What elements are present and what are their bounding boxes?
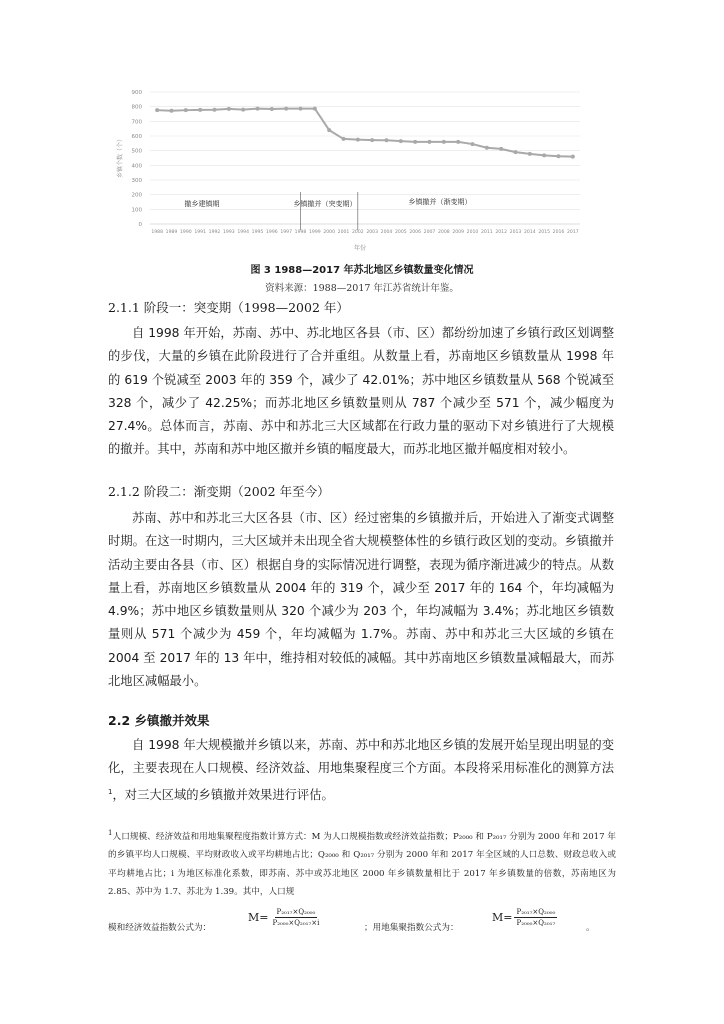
section-2-1-2-heading: 2.1.2 阶段二：渐变期（2002 年至今） — [108, 484, 330, 499]
section-2-1-2-paragraph: 苏南、苏中和苏北三大区各县（市、区）经过密集的乡镇撤并后，开始进入了渐变式调整时期。在这一时期内，三大区域并未出现全省大规模整体性的乡镇行政区划的变动。乡镇撤并活动主要由各县（市、区）根据自身的实际情况进行调整，表现为循序渐进减少的特点。从数量上看，苏南地区乡镇数量从 2004 年的 319 个，减少至 2017 年的 164 个，年均减幅为 4.9%；苏中地区乡镇数量则从 320 个减少为 203 个，年均减幅为 3.4%；苏北地区乡镇数量则从 571 个减少为 459 个，年均减幅为 1.7%。苏南、苏中和苏北三大区域的乡镇在 2004 至 2017 年的 13 年中，维持相对较低的减幅。其中苏南地区乡镇数量减幅最大，而苏北地区减幅最小。 — [108, 511, 614, 689]
footnote-text: 人口规模、经济效益和用地集聚程度指数计算方式：M 为人口规模指数或经济效益指数；P₂₀₀₀ 和 P₂₀₁₇ 分别为 2000 年和 2017 年的乡镇平均人口规模、平均财政收入或平均耕地占比；Q₂₀₀₀ 和 Q₂₀₁₇ 分别为 2000 年和 2017 年全区域的人口总数、财政总收入或平均耕地占比；i 为地区标准化系数，即苏南、苏中或苏北地区 2000 年乡镇数量相比于 2017 年乡镇数量的倍数，苏南地区为 2.85、苏中为 1.7、苏北为 1.39。其中，人口规 — [108, 831, 616, 898]
y-tick-label: 100 — [131, 207, 142, 214]
x-tick-label: 1996 — [265, 230, 278, 235]
x-tick-label: 1989 — [165, 230, 178, 235]
x-tick-label: 2017 — [566, 230, 579, 235]
data-point — [299, 107, 303, 111]
formula-1-numerator: P₂₀₁₇×Q₂₀₀₀ — [276, 908, 316, 916]
data-point — [256, 107, 260, 111]
x-tick-label: 1998 — [294, 230, 307, 235]
x-tick-label: 2001 — [337, 230, 350, 235]
footnote — [108, 824, 616, 902]
data-point — [385, 138, 389, 142]
data-point — [485, 146, 489, 150]
data-point — [442, 140, 446, 144]
footnote-mark: 1 — [108, 829, 113, 837]
section-2-2-text-a: 自 1998 年大规模撤并乡镇以来，苏南、苏中和苏北地区乡镇的发展开始呈现出明显的变化，主要表现在人口规模、经济效益、用地集聚程度三个方面。本段将采用标准化的测算方法 — [108, 738, 614, 776]
figure-title: 图 3 1988—2017 年苏北地区乡镇数量变化情况 — [250, 265, 474, 276]
x-tick-label: 2009 — [452, 230, 465, 235]
data-point — [413, 140, 417, 144]
x-tick-label: 2015 — [538, 230, 551, 235]
y-tick-label: 800 — [131, 104, 142, 111]
x-tick-label: 2012 — [495, 230, 508, 235]
data-point — [327, 128, 331, 132]
x-tick-label: 1999 — [308, 230, 321, 235]
x-tick-label: 1995 — [251, 230, 264, 235]
section-2-1-1-paragraph: 自 1998 年开始，苏南、苏中、苏北地区各县（市、区）都纷纷加速了乡镇行政区划调整的步伐，大量的乡镇在此阶段进行了合并重组。从数量上看，苏南地区乡镇数量从 1998 年的 619 个锐减至 2003 年的 359 个，减少了 42.01%；苏中地区乡镇数量从 568 个锐减至 328 个，减少了 42.25%；而苏北地区乡镇数量则从 787 个减少至 571 个，减少幅度为 27.4%。总体而言，苏南、苏中和苏北三大区域都在行政力量的驱动下对乡镇进行了大规模的撤并。其中，苏南和苏中地区撤并乡镇的幅度最大，而苏北地区撤并幅度相对较小。 — [108, 326, 614, 457]
section-2-2-heading: 2.2 乡镇撤并效果 — [108, 713, 210, 728]
chart-y-ticks — [132, 90, 143, 228]
x-tick-label: 2006 — [409, 230, 422, 235]
data-point — [342, 137, 346, 141]
x-tick-label: 1993 — [222, 230, 235, 235]
figure-source: 资料来源：1988—2017 年江苏省统计年鉴。 — [265, 283, 459, 294]
chart-annotation-3: 乡镇撤并（渐变期） — [408, 198, 472, 206]
data-point — [557, 154, 561, 158]
series-line — [157, 109, 573, 157]
formula-middle: ；用地集聚指数公式为： — [364, 923, 459, 933]
x-tick-label: 2005 — [394, 230, 407, 235]
data-point — [514, 150, 518, 154]
x-tick-label: 1997 — [280, 230, 293, 235]
y-tick-label: 600 — [131, 134, 142, 140]
formula-2-denominator: P₂₀₀₀×Q₂₀₁₇ — [516, 919, 556, 927]
data-point — [428, 140, 432, 144]
data-point — [227, 107, 231, 111]
x-tick-label: 1994 — [237, 230, 250, 235]
formula-2-numerator: P₂₀₁₇×Q₂₀₀₀ — [516, 908, 556, 916]
y-tick-label: 300 — [131, 178, 142, 184]
x-tick-label: 1991 — [194, 230, 207, 235]
data-point — [542, 153, 546, 157]
data-point — [155, 108, 159, 112]
data-point — [456, 140, 460, 144]
formula-2 — [492, 907, 557, 928]
line-chart — [110, 84, 590, 254]
chart-annotation-2: 乡镇撤并（突变期） — [293, 200, 357, 208]
footnote-formula-line — [108, 905, 616, 941]
data-point — [184, 108, 188, 112]
data-point — [213, 108, 217, 112]
data-point — [313, 107, 317, 111]
data-point — [284, 107, 288, 111]
formula-2-lhs: M= — [492, 911, 513, 924]
x-tick-label: 2002 — [351, 230, 364, 235]
data-point — [528, 152, 532, 156]
data-point — [356, 138, 360, 142]
x-tick-label: 2004 — [380, 230, 393, 235]
x-tick-label: 2008 — [437, 230, 450, 235]
y-tick-label: 700 — [131, 119, 142, 126]
x-tick-label: 2016 — [552, 230, 565, 235]
chart-annotation-1: 撤乡建镇期 — [184, 200, 220, 208]
chart-y-label: 乡镇个数（个） — [117, 135, 124, 179]
y-tick-label: 0 — [138, 222, 142, 228]
formula-1-denominator: P₂₀₀₀×Q₂₀₁₇×i — [272, 919, 320, 927]
section-2-2-paragraph — [108, 734, 614, 807]
data-point — [571, 155, 575, 159]
x-tick-label: 2014 — [523, 230, 536, 235]
data-point — [241, 108, 245, 112]
y-tick-label: 500 — [131, 148, 142, 155]
chart-x-ticks — [151, 229, 578, 235]
y-tick-label: 200 — [131, 192, 142, 199]
x-tick-label: 2000 — [323, 230, 336, 235]
x-tick-label: 1988 — [151, 230, 164, 235]
x-tick-label: 2013 — [509, 230, 522, 235]
x-tick-label: 2003 — [366, 230, 379, 235]
footnote-reference[interactable]: 1 — [108, 787, 113, 796]
x-tick-label: 2010 — [466, 230, 479, 235]
formula-prefix: 模和经济效益指数公式为： — [108, 923, 212, 933]
y-tick-label: 900 — [131, 90, 142, 96]
x-tick-label: 1990 — [179, 230, 192, 235]
x-tick-label: 2011 — [480, 230, 493, 235]
y-tick-label: 400 — [131, 163, 142, 170]
data-point — [399, 139, 403, 143]
section-2-2-text-b: ，对三大区域的乡镇撤并效果进行评估。 — [112, 787, 334, 802]
formula-1-lhs: M= — [248, 911, 269, 924]
formula-end: 。 — [586, 923, 595, 933]
data-point — [471, 142, 475, 146]
x-tick-label: 1992 — [208, 230, 221, 235]
chart-x-label: 年份 — [353, 245, 367, 252]
data-point — [198, 108, 202, 112]
section-2-1-1-heading: 2.1.1 阶段一：突变期（1998—2002 年） — [108, 300, 349, 315]
data-point — [270, 107, 274, 111]
data-point — [170, 109, 174, 113]
data-point — [499, 147, 503, 151]
formula-1 — [248, 907, 321, 928]
x-tick-label: 2007 — [423, 230, 436, 235]
data-point — [370, 138, 374, 142]
